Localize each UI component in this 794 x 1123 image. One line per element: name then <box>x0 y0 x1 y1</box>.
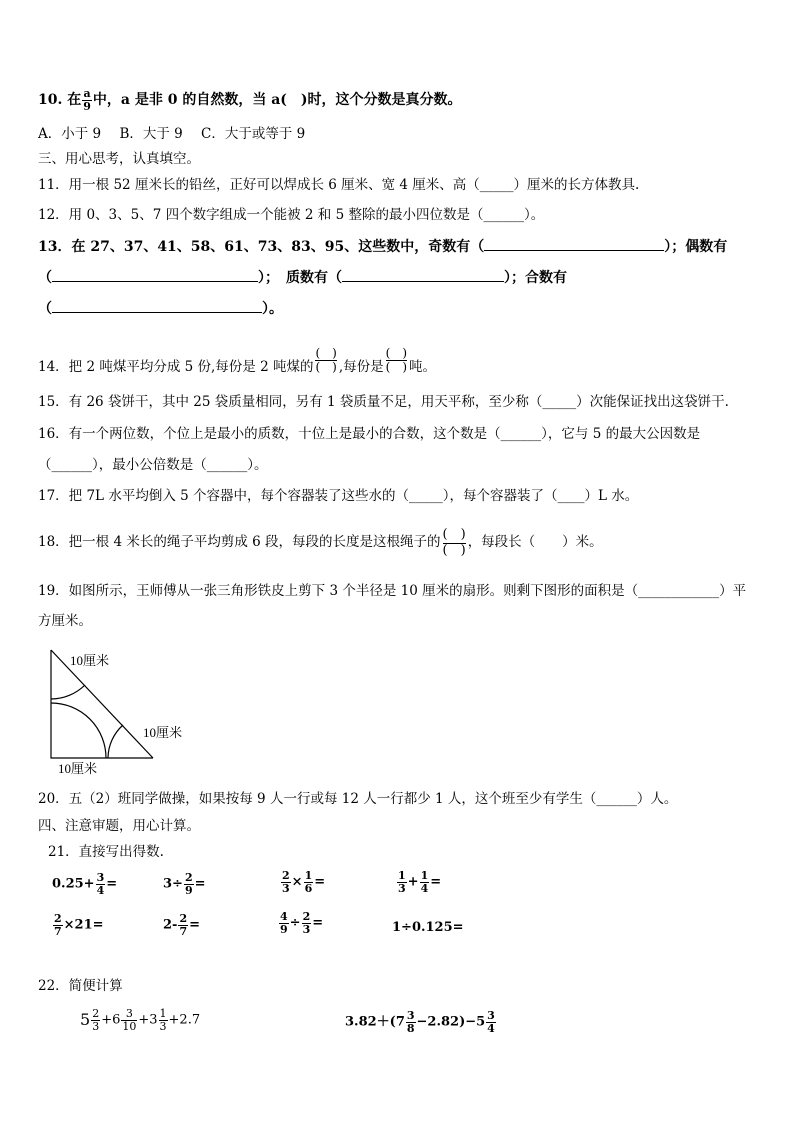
q13-line2: （ ）； 质数有（ ）；合数有 <box>38 270 567 286</box>
sector-arc-top <box>51 685 85 699</box>
sector-arc-left <box>51 703 106 758</box>
q13-line3: （ ）。 <box>38 301 283 317</box>
expr-7: $\frac{4}{9}$ ÷ $\frac{2}{3}$ = <box>280 910 324 936</box>
q10-line: 10. 在 $\frac{a}{9}$ 中，a 是非 0 的自然数，当 a( )时，这个分数是真分数。 <box>38 87 462 113</box>
triangle-figure <box>40 645 210 780</box>
q19-line1: 19．如图所示，王师傅从一张三角形铁皮上剪下 3 个半径是 10 厘米的扇形。则剩下图形的面积是（____________）平 <box>38 583 747 599</box>
q16-line2: （______），最小公倍数是（______）。 <box>38 457 268 473</box>
expr-8: 1÷0.125= <box>392 920 464 935</box>
expr-5: $\frac{2}{7}$ ×21= <box>54 912 104 938</box>
q18-fraction: $\frac{( )}{( )}$ <box>442 527 466 558</box>
option-c[interactable]: C．大于或等于 9 <box>201 126 306 142</box>
q12: 12．用 0、3、5、7 四个数字组成一个能被 2 和 5 整除的最小四位数是（______）。 <box>38 207 545 223</box>
q14-fraction-2: $\frac{( )}{( )}$ <box>385 345 408 374</box>
q22-expr-a: 5 $\frac{2}{3}$ +6 $\frac{3}{10}$ +3 $\frac{1}{3}$ +2.7 <box>80 1007 201 1033</box>
expr-2: 3÷ $\frac{2}{9}$ = <box>163 871 206 897</box>
q16-line1: 16．有一个两位数，个位上是最小的质数，十位上是最小的合数，这个数是（______），它与 5 的最大公因数是 <box>38 426 701 442</box>
expr-4: $\frac{1}{3}$ + $\frac{1}{4}$ = <box>398 869 442 895</box>
q10-number: 10. <box>38 92 63 109</box>
q10-fraction: $\frac{a}{9}$ <box>83 87 91 113</box>
section-3-heading: 三、用心思考，认真填空。 <box>38 151 200 167</box>
option-b[interactable]: B．大于 9 <box>119 126 183 142</box>
q21-title: 21．直接写出得数. <box>48 844 164 860</box>
sector-arc-bottom <box>108 725 123 758</box>
option-a[interactable]: A．小于 9 <box>38 126 102 142</box>
expr-1: 0.25+ $\frac{3}{4}$ = <box>52 871 118 897</box>
q22-title: 22．简便计算 <box>38 978 123 994</box>
q18: 18．把一根 4 米长的绳子平均剪成 6 段，每段的长度是这根绳子的 $\frac{( )}{( )}$ ，每段长（ ）米。 <box>38 527 603 558</box>
label-bottom: 10厘米 <box>58 761 98 776</box>
q22-expr-b: 3.82＋(7 $\frac{3}{8}$ −2.82)−5 $\frac{3}{4}$ <box>345 1009 495 1035</box>
q20: 20．五（2）班同学做操，如果按每 9 人一行或每 12 人一行都少 1 人，这个班至少有学生（______）人。 <box>38 791 678 807</box>
q13-line1: 13．在 27、37、41、58、61、73、83、95、这些数中，奇数有（ ）；偶数有 <box>38 239 728 255</box>
q11: 11．用一根 52 厘米长的铅丝，正好可以焊成长 6 厘米、宽 4 厘米、高（_____）厘米的长方体教具. <box>38 177 640 193</box>
label-right: 10厘米 <box>143 725 183 740</box>
q19-line2: 方厘米。 <box>38 613 92 629</box>
section-4-heading: 四、注意审题，用心计算。 <box>38 818 200 834</box>
expr-3: $\frac{2}{3}$ × $\frac{1}{6}$ = <box>282 869 326 895</box>
q10-options <box>38 128 305 142</box>
label-top: 10厘米 <box>70 653 110 668</box>
expr-6: 2- $\frac{2}{7}$ = <box>163 912 201 938</box>
q15: 15．有 26 袋饼干，其中 25 袋质量相同，另有 1 袋质量不足，用天平称，至少称（_____）次能保证找出这袋饼干. <box>38 394 729 410</box>
q17: 17．把 7L 水平均倒入 5 个容器中，每个容器装了这些水的（_____），每个容器装了（____）L 水。 <box>38 488 639 504</box>
q14-fraction-1: $\frac{( )}{( )}$ <box>315 345 337 374</box>
q14: 14．把 2 吨煤平均分成 5 份,每份是 2 吨煤的 $\frac{( )}{( )}$ ,每份是 $\frac{( )}{( )}$ 吨。 <box>38 345 437 375</box>
